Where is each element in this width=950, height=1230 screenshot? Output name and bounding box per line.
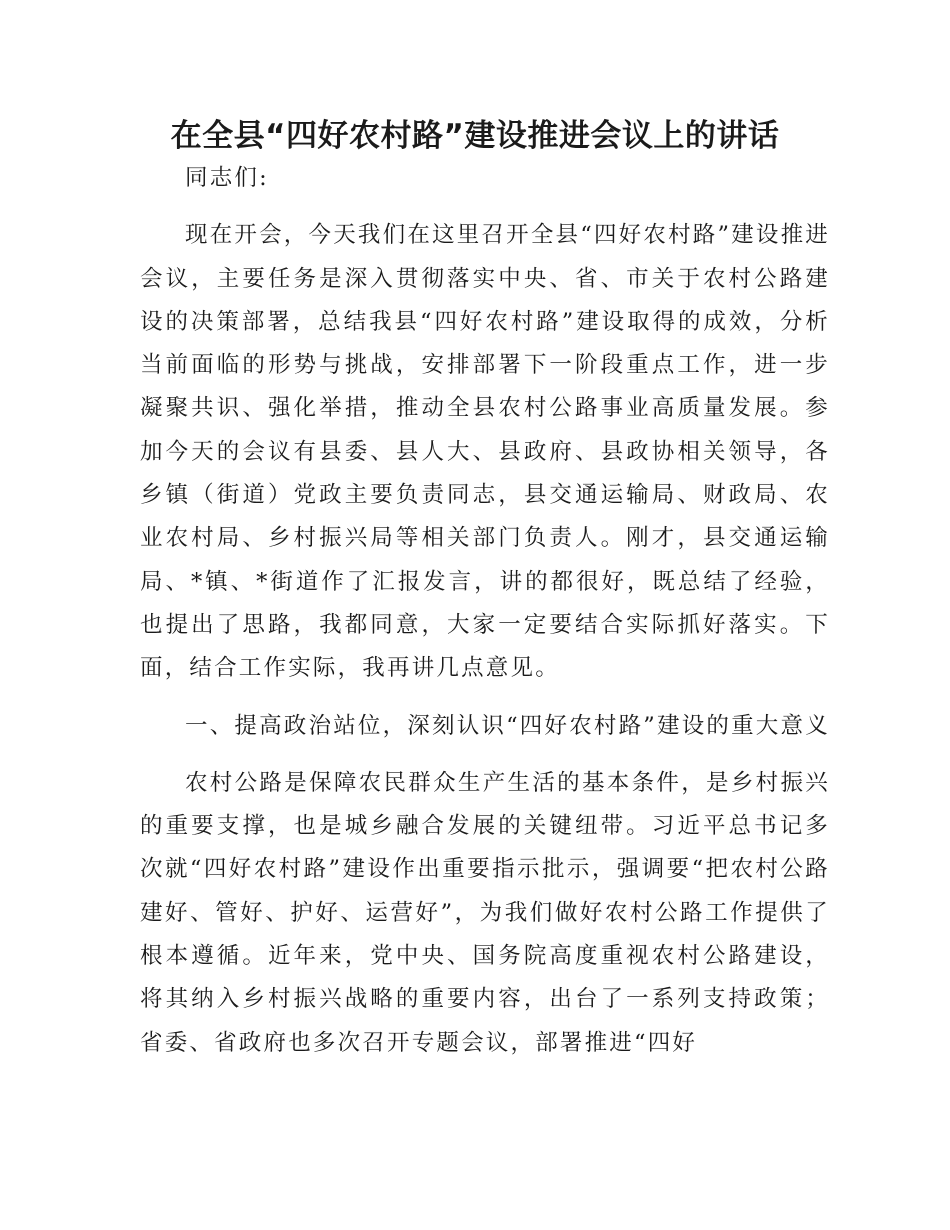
salutation-paragraph: 同志们: <box>185 165 269 191</box>
section-1-paragraph: 农村公路是保障农民群众生产生活的基本条件，是乡村振兴的重要支撑，也是城乡融合发展的关键纽带。习近平总书记多次就“四好农村路”建设作出重要指示批示，强调要“把农村公路建好、管好、护好、运营好”，为我们做好农村公路工作提供了根本遵循。近年来，党中央、国务院高度重视农村公路建设，将其纳入乡村振兴战略的重要内容，出台了一系列支持政策；省委、省政府也多次召开专题会议，部署推进“四好 <box>140 769 830 1056</box>
section-heading-1: 一、提高政治站位，深刻认识“四好农村路”建设的重大意义 <box>185 712 830 739</box>
document-body <box>140 157 830 1079</box>
document-title: 在全县“四好农村路”建设推进会议上的讲话 <box>170 118 780 154</box>
opening-paragraph: 现在开会，今天我们在这里召开全县“四好农村路”建设推进会议，主要任务是深入贯彻落实中央、省、市关于农村公路建设的决策部署，总结我县“四好农村路”建设取得的成效，分析当前面临的形势与挑战，安排部署下一阶段重点工作，进一步凝聚共识、强化举措，推动全县农村公路事业高质量发展。参加今天的会议有县委、县人大、县政府、县政协相关领导，各乡镇（街道）党政主要负责同志，县交通运输局、财政局、农业农村局、乡村振兴局等相关部门负责人。刚才，县交通运输局、*镇、*街道作了汇报发言，讲的都很好，既总结了经验，也提出了思路，我都同意，大家一定要结合实际抓好落实。下面，结合工作实际，我再讲几点意见。 <box>140 222 830 682</box>
